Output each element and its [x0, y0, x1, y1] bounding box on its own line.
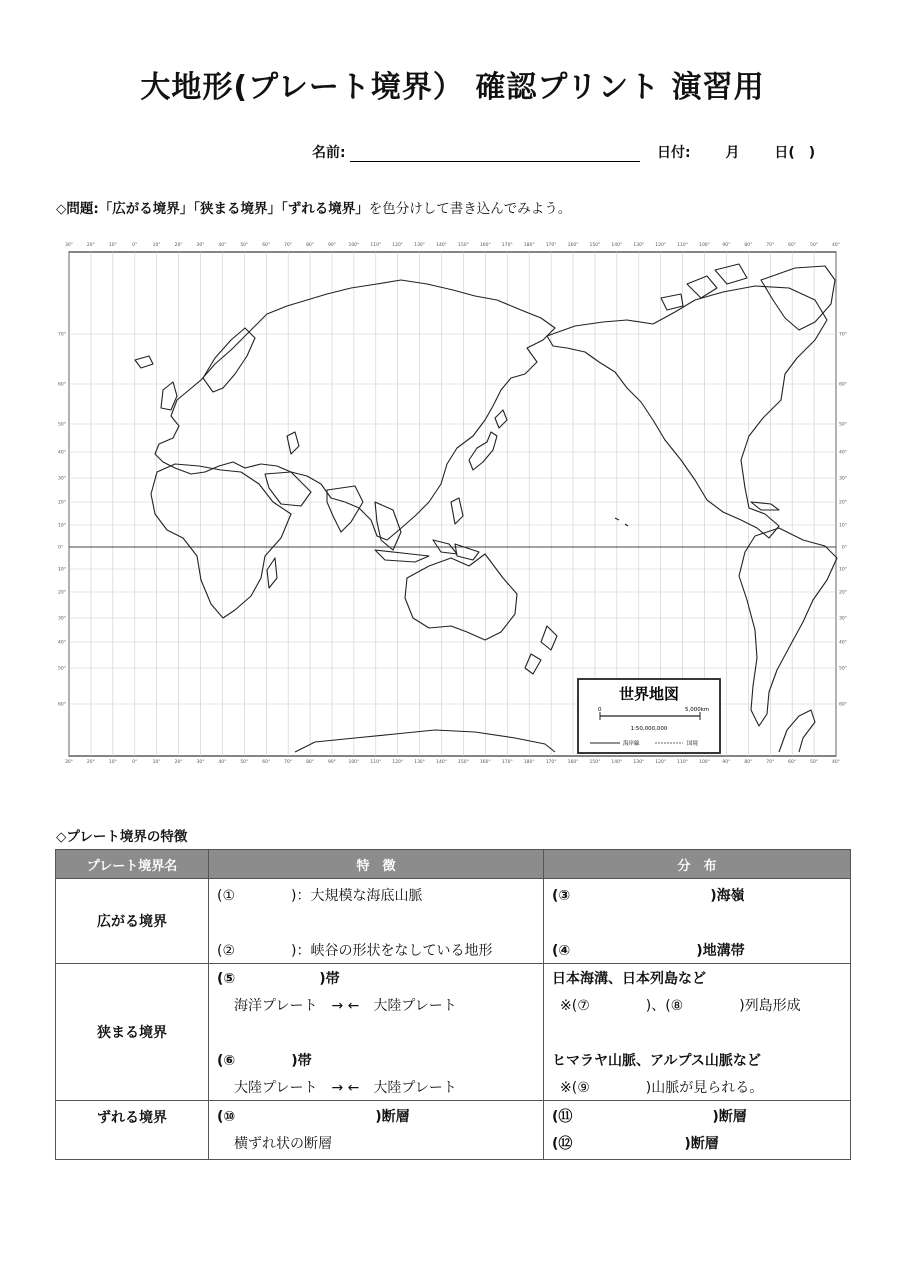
map-frame [69, 252, 836, 756]
distribution-line[interactable]: (④ )地溝帯 [552, 943, 745, 959]
longitude-label: 80° [306, 760, 315, 765]
table-row [56, 879, 851, 964]
feature-line[interactable]: (② )：峡谷の形状をなしている地形 [217, 943, 493, 959]
longitude-label: 70° [766, 243, 775, 248]
map-title: 世界地図 [618, 685, 680, 703]
longitude-label: 60° [262, 760, 271, 765]
feature-line[interactable]: (⑤ )帯 [217, 971, 340, 987]
longitude-label: 10° [108, 243, 117, 248]
longitude-label: 130° [633, 760, 645, 765]
longitude-label: 120° [655, 243, 667, 248]
longitude-label: 60° [788, 760, 797, 765]
longitude-label: 160° [567, 243, 579, 248]
longitude-label: 70° [284, 243, 293, 248]
feature-line: 横ずれ状の断層 [234, 1136, 332, 1152]
map-legend [578, 679, 720, 753]
longitude-label: 170° [501, 243, 513, 248]
longitude-label: 150° [589, 243, 601, 248]
distribution-line[interactable]: (③ )海嶺 [552, 888, 745, 904]
name-line[interactable] [350, 145, 640, 162]
header-boundary-name: プレート境界名 [56, 850, 209, 879]
longitude-label: 10° [108, 760, 117, 765]
scale-end: 5,000km [685, 707, 710, 713]
longitude-label: 30° [196, 760, 205, 765]
longitude-label: 150° [458, 243, 469, 248]
feature-line: 大陸プレート → ← 大陸プレート [234, 1080, 457, 1096]
longitude-label: 20° [174, 243, 183, 248]
longitude-label: 40° [218, 243, 227, 248]
day-label: 日( ) [774, 145, 816, 161]
latitude-label: 10° [58, 523, 66, 529]
longitude-label: 130° [633, 243, 645, 248]
distribution-line[interactable]: ※(⑦ )、(⑧ )列島形成 [560, 998, 801, 1014]
legend-coastline: 海岸線 [623, 741, 640, 747]
longitude-label: 150° [458, 760, 469, 765]
longitude-label: 160° [479, 243, 491, 248]
longitude-label: 110° [677, 760, 689, 765]
longitude-label: 50° [810, 760, 819, 765]
longitude-label: 0° [132, 760, 138, 765]
latitude-label: 50° [839, 666, 847, 672]
longitude-label: 170° [545, 243, 557, 248]
feature-line[interactable]: (① )：大規模な海底山脈 [217, 888, 423, 904]
distribution-line[interactable]: ※(⑨ )山脈が見られる。 [560, 1080, 764, 1096]
longitude-label: 100° [699, 243, 710, 248]
longitude-label: 60° [788, 243, 797, 248]
row-name: ずれる境界 [56, 1101, 209, 1160]
longitude-label: 80° [744, 760, 753, 765]
distribution-line[interactable]: (⑫ )断層 [552, 1136, 719, 1152]
longitude-label: 160° [567, 760, 579, 765]
longitude-label: 140° [436, 760, 447, 765]
longitude-label: 50° [810, 243, 819, 248]
longitude-label: 100° [348, 243, 360, 248]
latitude-label: 60° [58, 702, 66, 708]
latitude-label: 0° [841, 545, 847, 551]
longitude-label: 20° [86, 760, 95, 765]
longitude-label: 110° [677, 243, 689, 248]
longitude-label: 30° [65, 243, 73, 248]
longitude-label: 110° [370, 243, 382, 248]
longitude-label: 40° [218, 760, 227, 765]
latitude-label: 10° [839, 523, 847, 529]
latitude-label: 20° [839, 590, 847, 596]
longitude-label: 30° [65, 760, 73, 765]
table-row [56, 964, 851, 1101]
distribution-line: 日本海溝、日本列島など [552, 971, 706, 987]
name-field[interactable] [312, 142, 640, 162]
latitude-label: 50° [839, 422, 847, 428]
longitude-label: 90° [327, 760, 336, 765]
date-field [657, 142, 845, 162]
table-row [56, 1101, 851, 1160]
latitude-label: 50° [58, 422, 66, 428]
longitude-label: 20° [86, 243, 95, 248]
latitude-label: 60° [58, 382, 66, 388]
month-label: 月 [725, 145, 740, 161]
feature-line[interactable]: (⑥ )帯 [217, 1053, 312, 1069]
longitude-label: 60° [262, 243, 271, 248]
latitude-label: 70° [58, 332, 66, 338]
distribution-line[interactable]: (⑪ )断層 [552, 1109, 747, 1125]
latitude-label: 30° [839, 616, 847, 622]
scale-ratio: 1:50,000,000 [630, 726, 668, 732]
latitude-label: 70° [839, 332, 847, 338]
longitude-label: 120° [392, 760, 404, 765]
latitude-label: 50° [58, 666, 66, 672]
latitude-label: 20° [58, 590, 66, 596]
question-instruction: を色分けして書き込んでみよう。 [368, 201, 572, 217]
date-label: 日付: [657, 145, 691, 161]
longitude-label: 120° [392, 243, 404, 248]
world-map [55, 240, 850, 770]
latitude-label: 20° [839, 500, 847, 506]
longitude-label: 180° [523, 243, 535, 248]
row-name: 広がる境界 [56, 879, 209, 964]
latitude-label: 60° [839, 382, 847, 388]
page-title: 大地形(プレート境界） 確認プリント 演習用 [140, 70, 765, 105]
scale-start: 0 [598, 707, 602, 713]
longitude-label: 130° [414, 243, 426, 248]
latitude-label: 10° [58, 567, 66, 573]
longitude-label: 10° [152, 243, 161, 248]
longitude-label: 140° [611, 760, 623, 765]
longitude-label: 150° [589, 760, 601, 765]
longitude-label: 20° [174, 760, 183, 765]
longitude-label: 30° [196, 243, 205, 248]
latitude-label: 0° [58, 545, 64, 551]
longitude-label: 170° [545, 760, 557, 765]
longitude-label: 90° [327, 243, 336, 248]
longitude-label: 70° [284, 760, 293, 765]
longitude-label: 80° [744, 243, 753, 248]
latitude-label: 30° [58, 616, 66, 622]
longitude-label: 140° [436, 243, 447, 248]
latitude-label: 40° [839, 450, 847, 456]
longitude-label: 50° [240, 243, 249, 248]
longitude-label: 50° [240, 760, 249, 765]
header-features: 特 徴 [209, 850, 544, 879]
latitude-label: 40° [58, 640, 66, 646]
plate-boundary-table [55, 849, 851, 1160]
longitude-label: 100° [699, 760, 710, 765]
longitude-label: 180° [523, 760, 535, 765]
question-boundaries: 「広がる境界」「狭まる境界」「ずれる境界」 [98, 201, 369, 217]
header-distribution: 分 布 [544, 850, 851, 879]
longitude-label: 90° [722, 243, 731, 248]
longitude-label: 90° [722, 760, 731, 765]
latitude-label: 40° [58, 450, 66, 456]
section-heading: ◇プレート境界の特徴 [56, 829, 188, 845]
longitude-label: 140° [611, 243, 623, 248]
longitude-label: 100° [348, 760, 360, 765]
legend-border: 国境 [687, 741, 699, 747]
question-prefix: ◇問題: [56, 201, 99, 217]
latitude-label: 60° [839, 702, 847, 708]
longitude-label: 40° [832, 243, 840, 248]
longitude-label: 80° [306, 243, 315, 248]
latitude-label: 30° [839, 476, 847, 482]
longitude-label: 10° [152, 760, 161, 765]
longitude-label: 170° [501, 760, 513, 765]
latitude-label: 10° [839, 567, 847, 573]
longitude-label: 110° [370, 760, 382, 765]
longitude-label: 70° [766, 760, 775, 765]
longitude-label: 120° [655, 760, 667, 765]
feature-line: 海洋プレート → ← 大陸プレート [234, 998, 457, 1014]
distribution-line: ヒマラヤ山脈、アルプス山脈など [552, 1053, 761, 1069]
longitude-label: 0° [132, 243, 138, 248]
row-name: 狭まる境界 [56, 964, 209, 1101]
latitude-label: 20° [58, 500, 66, 506]
longitude-label: 130° [414, 760, 426, 765]
longitude-label: 160° [479, 760, 491, 765]
latitude-label: 30° [58, 476, 66, 482]
longitude-label: 40° [832, 760, 840, 765]
latitude-label: 40° [839, 640, 847, 646]
question [56, 197, 571, 217]
feature-line[interactable]: (⑩ )断層 [217, 1109, 410, 1125]
name-label: 名前: [312, 145, 346, 161]
